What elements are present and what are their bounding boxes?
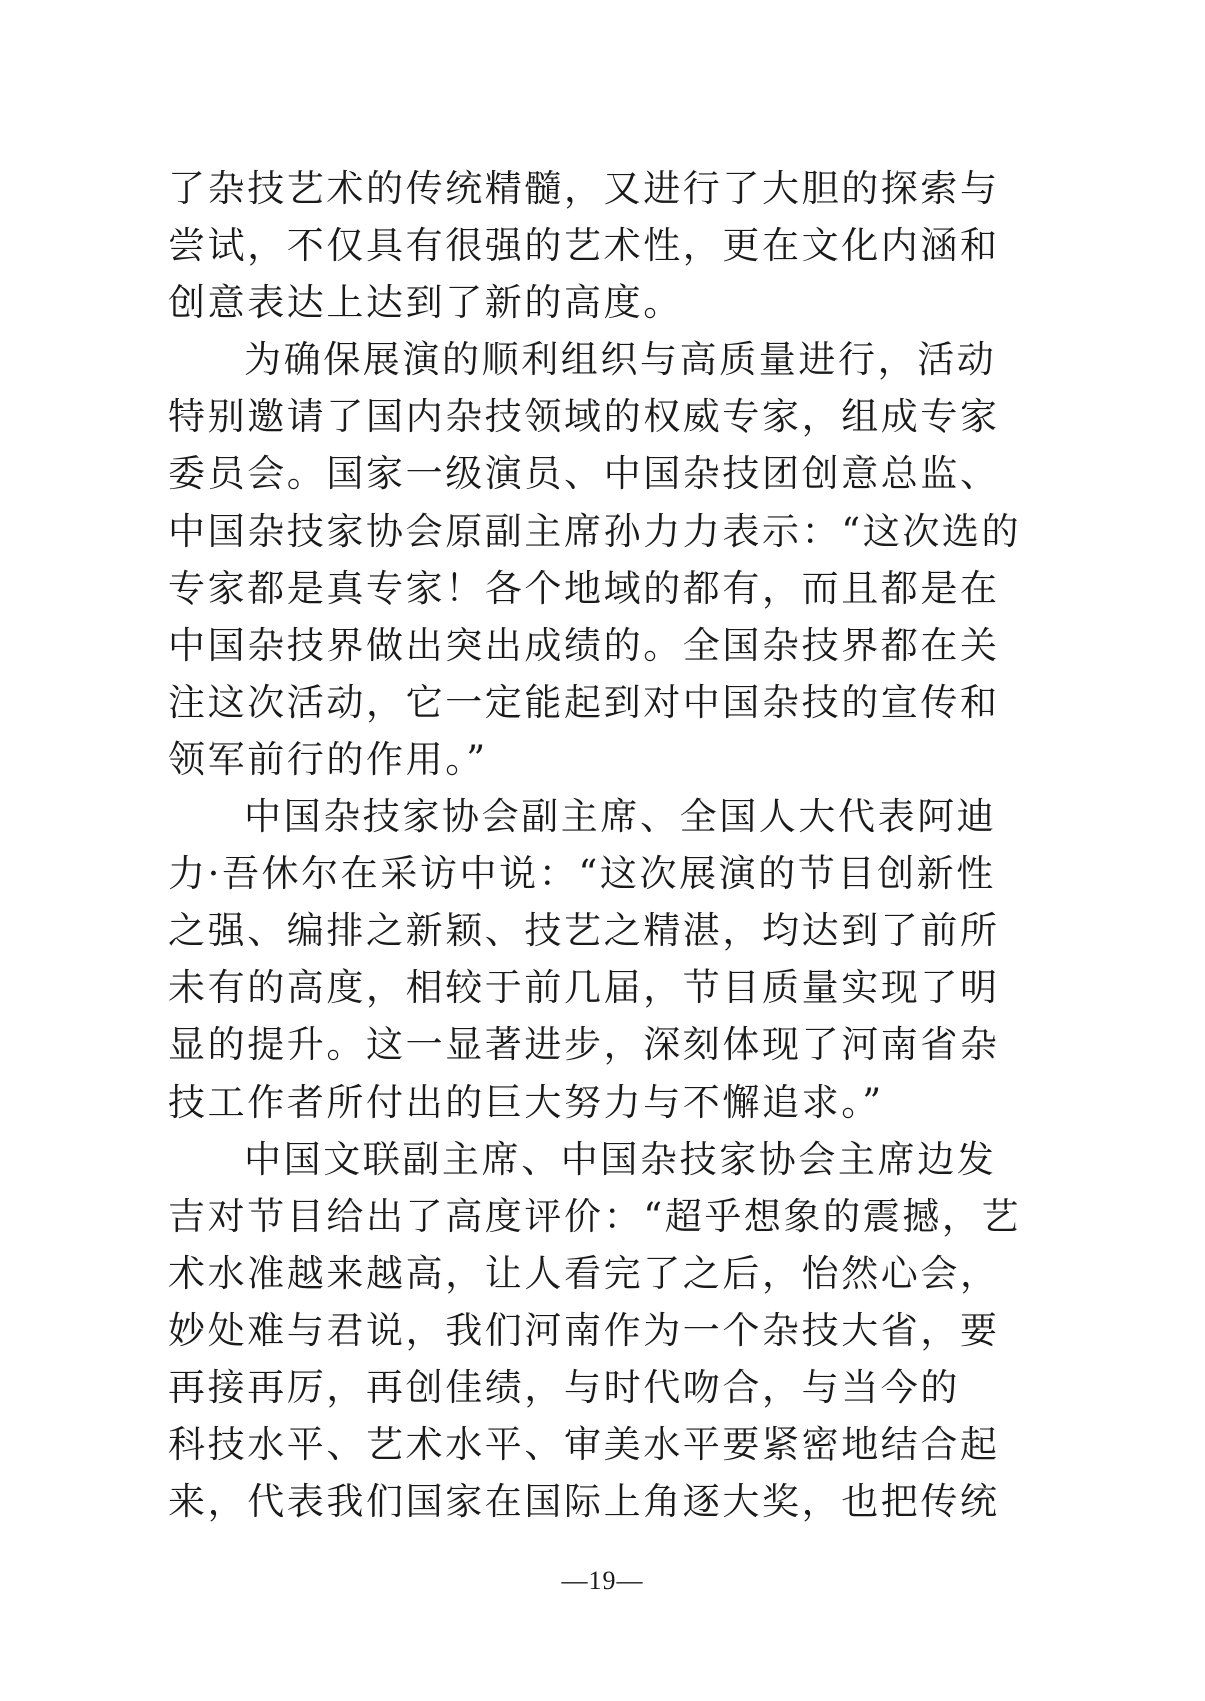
paragraph-start-line: 为确保展演的顺利组织与高质量进行，活动 xyxy=(244,338,997,382)
page-number: —19— xyxy=(561,1566,644,1595)
text-line: 尝试，不仅具有很强的艺术性，更在文化内涵和 xyxy=(168,224,1000,268)
text-line: 力·吾休尔在采访中说：“这次展演的节目创新性 xyxy=(168,852,996,896)
paragraph-start-line: 中国文联副主席、中国杂技家协会主席边发 xyxy=(244,1137,997,1181)
text-line: 中国杂技界做出突出成绩的。全国杂技界都在关 xyxy=(168,623,1000,667)
text-line: 来，代表我们国家在国际上角逐大奖，也把传统 xyxy=(168,1480,1000,1524)
text-line: 妙处难与君说，我们河南作为一个杂技大省，要 xyxy=(168,1308,1000,1352)
text-line: 吉对节目给出了高度评价：“超乎想象的震撼，艺 xyxy=(168,1194,1022,1238)
paragraph-start-line: 中国杂技家协会副主席、全国人大代表阿迪 xyxy=(244,795,997,839)
text-line: 特别邀请了国内杂技领域的权威专家，组成专家 xyxy=(168,395,1000,439)
text-line: 未有的高度，相较于前几届，节目质量实现了明 xyxy=(168,966,1000,1010)
text-line: 委员会。国家一级演员、中国杂技团创意总监、 xyxy=(168,452,1000,496)
document-body xyxy=(168,160,1022,1530)
text-line: 之强、编排之新颖、技艺之精湛，均达到了前所 xyxy=(168,909,1000,953)
text-line: 了杂技艺术的传统精髓，又进行了大胆的探索与 xyxy=(168,167,1000,210)
text-line: 注这次活动，它一定能起到对中国杂技的宣传和 xyxy=(168,680,1000,724)
text-line: 领军前行的作用。” xyxy=(168,737,488,781)
text-line: 科技水平、艺术水平、审美水平要紧密地结合起 xyxy=(168,1423,1000,1467)
text-line: 显的提升。这一显著进步，深刻体现了河南省杂 xyxy=(168,1023,1000,1067)
text-line: 创意表达上达到了新的高度。 xyxy=(168,281,683,325)
text-line: 中国杂技家协会原副主席孙力力表示：“这次选的 xyxy=(168,509,1022,553)
text-line: 术水准越来越高，让人看完了之后，怡然心会， xyxy=(168,1251,1000,1295)
text-line: 专家都是真专家！各个地域的都有，而且都是在 xyxy=(168,566,1000,610)
text-line: 再接再厉，再创佳绩，与时代吻合，与当今的 xyxy=(168,1365,960,1409)
text-line: 技工作者所付出的巨大努力与不懈追求。” xyxy=(168,1080,884,1124)
